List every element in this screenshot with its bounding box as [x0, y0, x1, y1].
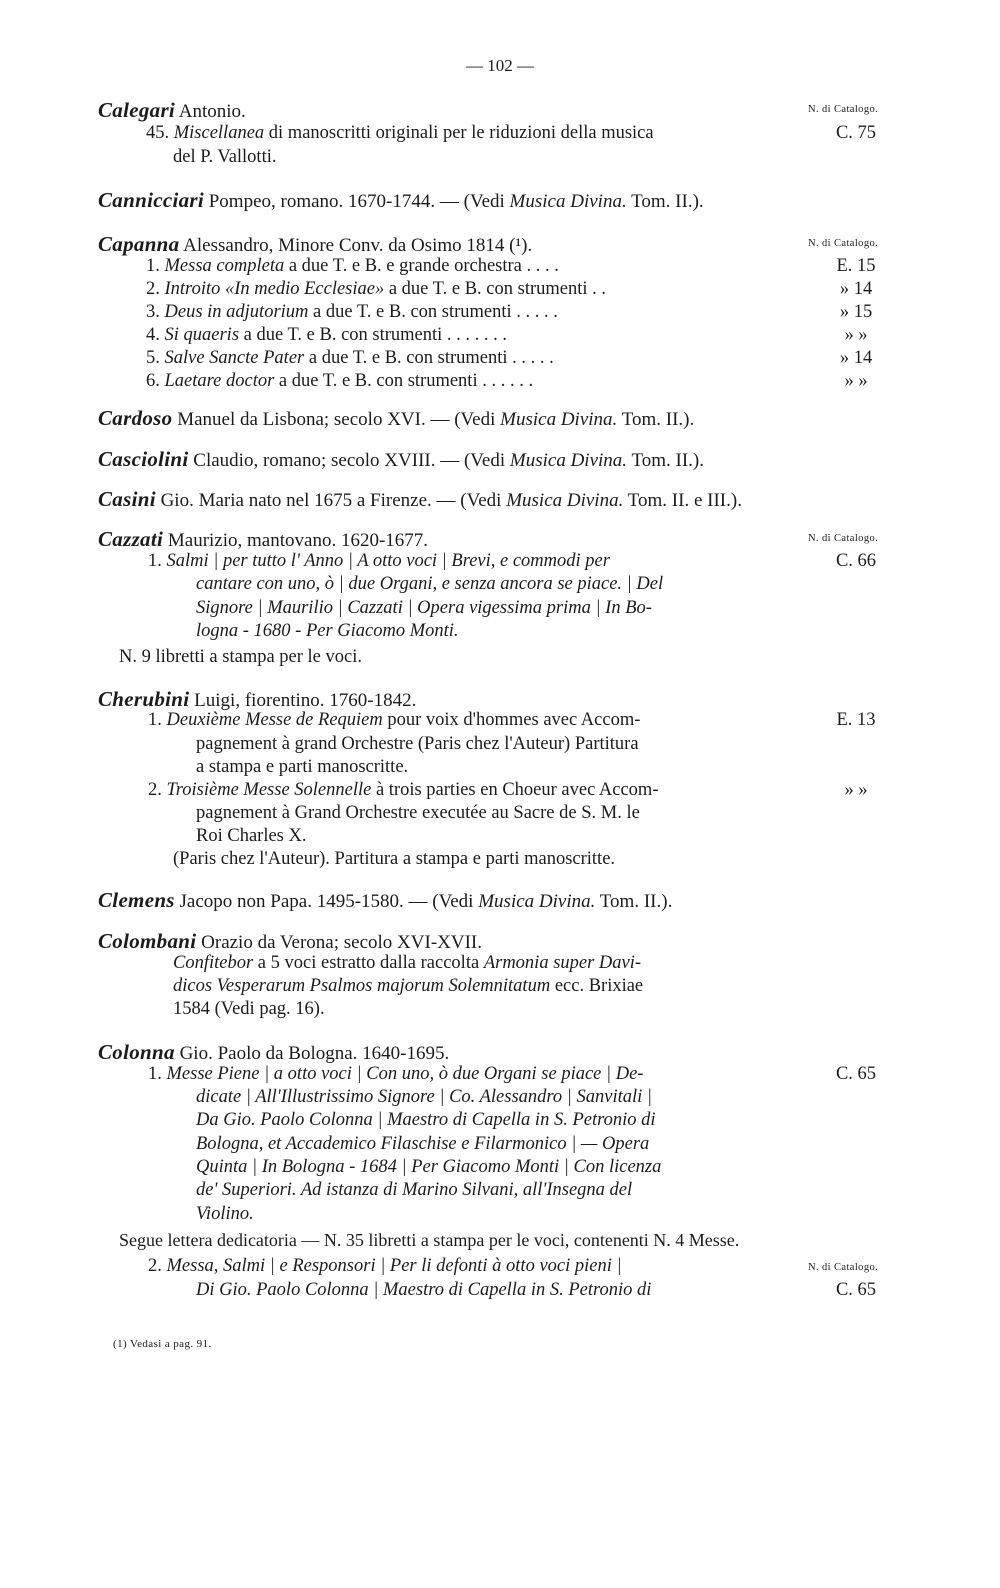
- entry-line: Bologna, et Accademico Filaschise e Filarmonico | — Opera: [196, 1134, 650, 1154]
- entry-line: 2. Introito «In medio Ecclesiae» a due T. e B. con strumenti . .: [146, 279, 607, 299]
- catalog-ref: » »: [844, 371, 868, 391]
- entry-casciolini: Casciolini Claudio, romano; secolo XVIII. — (Vedi Musica Divina. Tom. II.).: [98, 447, 704, 471]
- entry-line: cantare con uno, ò | due Organi, e senza ancora se piace. | Del: [196, 574, 664, 594]
- entry-line: Confitebor a 5 voci estratto dalla raccolta Armonia super Davi-: [173, 953, 642, 973]
- entry-line: 6. Laetare doctor a due T. e B. con strumenti . . . . . .: [146, 371, 534, 391]
- entry-line: Da Gio. Paolo Colonna | Maestro di Capella in S. Petronio di: [196, 1110, 656, 1130]
- entry-cannicciari: Cannicciari Pompeo, romano. 1670-1744. — (Vedi Musica Divina. Tom. II.).: [98, 188, 704, 212]
- catalog-label: N. di Catalogo.: [808, 238, 879, 249]
- entry-line: 1. Messe Piene | a otto voci | Con uno, ò due Organi se piace | De-: [148, 1064, 644, 1084]
- entry-line: pagnement à grand Orchestre (Paris chez l'Auteur) Partitura: [196, 734, 639, 754]
- entry-line: logna - 1680 - Per Giacomo Monti.: [196, 621, 459, 641]
- composer-name: Casciolini: [98, 447, 189, 471]
- entry-line: 1584 (Vedi pag. 16).: [173, 999, 325, 1019]
- composer-name: Casini: [98, 487, 156, 511]
- composer-name: Colombani: [98, 929, 197, 953]
- composer-name: Colonna: [98, 1040, 175, 1064]
- catalog-label: N. di Catalogo.: [808, 1262, 879, 1273]
- entry-line: Signore | Maurilio | Cazzati | Opera vigessima prima | In Bo-: [196, 598, 652, 618]
- catalog-ref: C. 65: [835, 1064, 877, 1084]
- catalog-ref: » 15: [839, 302, 873, 322]
- catalog-label: N. di Catalogo.: [808, 104, 879, 115]
- entry-line: Quinta | In Bologna - 1684 | Per Giacomo Monti | Con licenza: [196, 1157, 662, 1177]
- entry-line: dicate | All'Illustrissimo Signore | Co. Alessandro | Sanvitali |: [196, 1087, 652, 1107]
- catalog-ref: C. 75: [835, 123, 877, 143]
- entry-line: 1. Messa completa a due T. e B. e grande orchestra . . . .: [146, 256, 559, 276]
- composer-name: Calegari: [98, 98, 176, 122]
- entry-cazzati-heading: Cazzati Maurizio, mantovano. 1620-1677.: [98, 527, 429, 551]
- entry-line: Di Gio. Paolo Colonna | Maestro di Capella in S. Petronio di: [196, 1280, 652, 1300]
- entry-line: (Paris chez l'Auteur). Partitura a stampa e parti manoscritte.: [173, 849, 616, 869]
- entry-colombani-heading: Colombani Orazio da Verona; secolo XVI-XVII.: [98, 929, 482, 953]
- composer-name: Clemens: [98, 888, 175, 912]
- catalog-ref: C. 66: [835, 551, 877, 571]
- entry-colonna-heading: Colonna Gio. Paolo da Bologna. 1640-1695.: [98, 1040, 450, 1064]
- entry-casini: Casini Gio. Maria nato nel 1675 a Firenze. — (Vedi Musica Divina. Tom. II. e III.).: [98, 487, 742, 511]
- entry-line: 3. Deus in adjutorium a due T. e B. con strumenti . . . . .: [146, 302, 558, 322]
- catalog-ref: » 14: [839, 348, 873, 368]
- entry-line: 1. Deuxième Messe de Requiem pour voix d'hommes avec Accom-: [148, 710, 641, 730]
- entry-line: 2. Messa, Salmi | e Responsori | Per li defonti à otto voci pieni |: [148, 1256, 622, 1276]
- catalog-ref: E. 15: [836, 256, 876, 276]
- composer-name: Capanna: [98, 232, 180, 256]
- entry-clemens: Clemens Jacopo non Papa. 1495-1580. — (Vedi Musica Divina. Tom. II.).: [98, 888, 673, 912]
- entry-line: pagnement à Grand Orchestre executée au Sacre de S. M. le: [196, 803, 640, 823]
- catalog-ref: E. 13: [836, 710, 876, 730]
- composer-name: Cazzati: [98, 527, 164, 551]
- catalog-ref: » »: [844, 325, 868, 345]
- entry-line: de' Superiori. Ad istanza di Marino Silvani, all'Insegna del: [196, 1180, 633, 1200]
- catalog-ref: » 14: [839, 279, 873, 299]
- page-number: — 102 —: [466, 56, 534, 75]
- entry-line: a stampa e parti manoscritte.: [196, 757, 409, 777]
- entry-line: 5. Salve Sancte Pater a due T. e B. con strumenti . . . . .: [146, 348, 554, 368]
- composer-name: Cherubini: [98, 687, 190, 711]
- entry-line: N. 9 libretti a stampa per le voci.: [119, 647, 362, 667]
- entry-line: dicos Vesperarum Psalmos majorum Solemnitatum ecc. Brixiae: [173, 976, 644, 996]
- composer-name: Cannicciari: [98, 188, 204, 212]
- entry-cardoso: Cardoso Manuel da Lisbona; secolo XVI. — (Vedi Musica Divina. Tom. II.).: [98, 406, 695, 430]
- catalog-label: N. di Catalogo.: [808, 533, 879, 544]
- entry-line: 45. Miscellanea di manoscritti originali per le riduzioni della musica: [146, 123, 654, 143]
- footnote: (1) Vedasi a pag. 91.: [113, 1338, 212, 1350]
- entry-line: 1. Salmi | per tutto l' Anno | A otto voci | Brevi, e commodi per: [148, 551, 610, 571]
- entry-line: 2. Troisième Messe Solennelle à trois parties en Choeur avec Accom-: [148, 780, 659, 800]
- entry-line: Segue lettera dedicatoria — N. 35 libretti a stampa per le voci, contenenti N. 4 Messe.: [119, 1230, 740, 1250]
- catalog-ref: » »: [844, 780, 868, 800]
- entry-line: Violino.: [196, 1204, 254, 1224]
- entry-calegari-heading: Calegari Antonio.: [98, 98, 246, 122]
- entry-line: Roi Charles X.: [196, 826, 307, 846]
- entry-line: del P. Vallotti.: [173, 147, 277, 167]
- entry-cherubini-heading: Cherubini Luigi, fiorentino. 1760-1842.: [98, 687, 417, 711]
- catalog-ref: C. 65: [835, 1280, 877, 1300]
- entry-capanna-heading: Capanna Alessandro, Minore Conv. da Osimo 1814 (¹).: [98, 232, 533, 256]
- entry-line: 4. Si quaeris a due T. e B. con strumenti . . . . . . .: [146, 325, 508, 345]
- composer-name: Cardoso: [98, 406, 173, 430]
